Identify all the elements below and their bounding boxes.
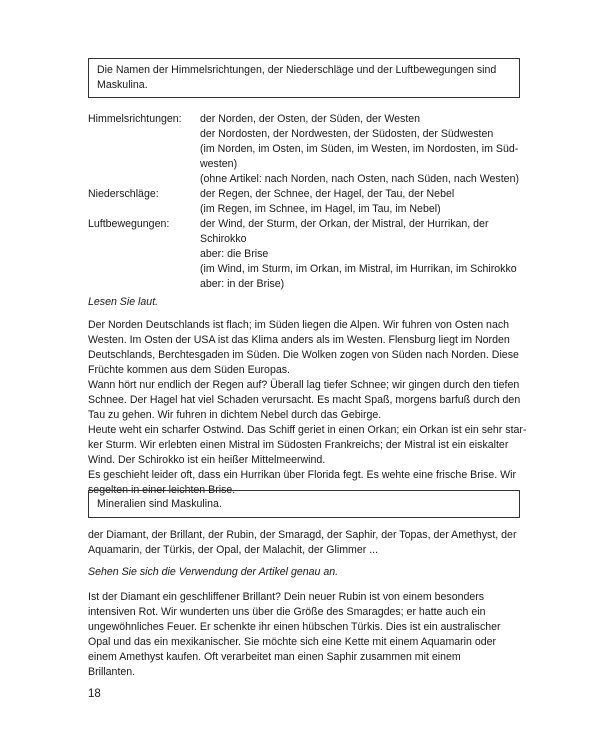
text-line: ker Sturm. Wir erlebten einen Mistral im Südosten Frankreichs; der Mistral ist ein eiskalter — [88, 439, 509, 451]
text-line: Westen. Im Osten der USA ist das Klima anders als im Westen. Flensburg liegt im Norden — [88, 334, 510, 346]
text-line: Früchte kommen aus dem Süden Europas. — [88, 364, 290, 376]
text-line: Wann hört nur endlich der Regen auf? Überall lag tiefer Schnee; wir gingen durch den tiefen — [88, 379, 520, 391]
term-row-precipitation — [88, 187, 528, 217]
exercise-text-minerals — [88, 590, 528, 680]
rule-box-line: Maskulina. — [97, 79, 148, 91]
text-line: Wind. Der Schirokko ist ein heißer Mittelmeerwind. — [88, 454, 326, 466]
term-label: Himmelsrichtungen: — [88, 113, 182, 125]
text-line: Brillanten. — [88, 666, 136, 678]
definition-line: aber: in der Brise) — [200, 278, 285, 290]
definition-line: westen) — [200, 158, 238, 170]
definition-line: der Regen, der Schnee, der Hagel, der Tau, der Nebel — [200, 188, 455, 200]
text-line: Deutschlands, Berchtesgaden im Süden. Die Wolken zogen von Süden nach Norden. Diese — [88, 349, 519, 361]
term-definitions — [200, 112, 528, 187]
text-line: segelten in einer leichten Brise. — [88, 484, 236, 496]
text-line: einem Amethyst kaufen. Oft verarbeitet man einen Saphir zusammen mit einem — [88, 651, 461, 663]
text-line: Ist der Diamant ein geschliffener Brillant? Dein neuer Rubin ist von einem besonders — [88, 591, 485, 603]
text-line: Der Norden Deutschlands ist flach; im Süden liegen die Alpen. Wir fuhren von Osten nach — [88, 319, 510, 331]
definition-line: aber: die Brise — [200, 248, 269, 260]
definition-line: der Wind, der Sturm, der Orkan, der Mistral, der Hurrikan, der — [200, 218, 489, 230]
definition-line: (im Norden, im Osten, im Süden, im Westen, im Nordosten, im Süd- — [200, 143, 519, 155]
term-row-winds — [88, 217, 528, 292]
exercise-text-weather — [88, 318, 528, 498]
definition-line: der Norden, der Osten, der Süden, der Westen — [200, 113, 421, 125]
exercise-heading-read-aloud: Lesen Sie laut. — [88, 296, 159, 308]
text-line: Schnee. Der Hagel hat viel Schaden verursacht. Es macht Spaß, morgens barfuß durch den — [88, 394, 521, 406]
term-label: Niederschläge: — [88, 188, 159, 200]
rule-box-directions — [88, 58, 520, 98]
text-line: intensiven Rot. Wir wunderten uns über die Größe des Smaragdes; er hatte auch ein — [88, 606, 486, 618]
term-row-directions — [88, 112, 528, 187]
definition-line: (im Regen, im Schnee, im Hagel, im Tau, im Nebel) — [200, 203, 441, 215]
definition-line: Schirokko — [200, 233, 247, 245]
definition-line: (im Wind, im Sturm, im Orkan, im Mistral, im Hurrikan, im Schirokko — [200, 263, 517, 275]
term-label: Luftbewegungen: — [88, 218, 170, 230]
term-definitions — [200, 217, 528, 292]
term-list — [88, 112, 528, 292]
definition-line: der Nordosten, der Nordwesten, der Südosten, der Südwesten — [200, 128, 494, 140]
rule-box-line: Die Namen der Himmelsrichtungen, der Niederschläge und der Luftbewegungen sind — [97, 64, 497, 76]
text-line: Opal und das ein mexikanischer. Sie möchte sich eine Kette mit einem Aquamarin oder — [88, 636, 497, 648]
page-number: 18 — [88, 688, 101, 700]
definition-line: (ohne Artikel: nach Norden, nach Osten, nach Süden, nach Westen) — [200, 173, 519, 185]
text-line: Aquamarin, der Türkis, der Opal, der Malachit, der Glimmer ... — [88, 544, 379, 556]
text-line: Es geschieht leider oft, dass ein Hurrikan über Florida fegt. Es wehte eine frische Brise. Wir — [88, 469, 517, 481]
text-line: Tau zu gehen. Wir fuhren in dichtem Nebel durch das Gebirge. — [88, 409, 382, 421]
rule-box-minerals — [88, 490, 520, 518]
text-line: Heute weht ein scharfer Ostwind. Das Schiff geriet in einen Orkan; ein Orkan ist ein sehr star- — [88, 424, 527, 436]
mineral-list — [88, 528, 528, 558]
text-line: ungewöhnliches Feuer. Er schenkte ihr einen hübschen Türkis. Dies ist ein australischer — [88, 621, 501, 633]
term-definitions — [200, 187, 528, 217]
exercise-heading-article-usage: Sehen Sie sich die Verwendung der Artikel genau an. — [88, 566, 339, 578]
text-line: der Diamant, der Brillant, der Rubin, der Smaragd, der Saphir, der Topas, der Amethyst, der — [88, 529, 517, 541]
rule-box-line: Mineralien sind Maskulina. — [97, 498, 222, 510]
